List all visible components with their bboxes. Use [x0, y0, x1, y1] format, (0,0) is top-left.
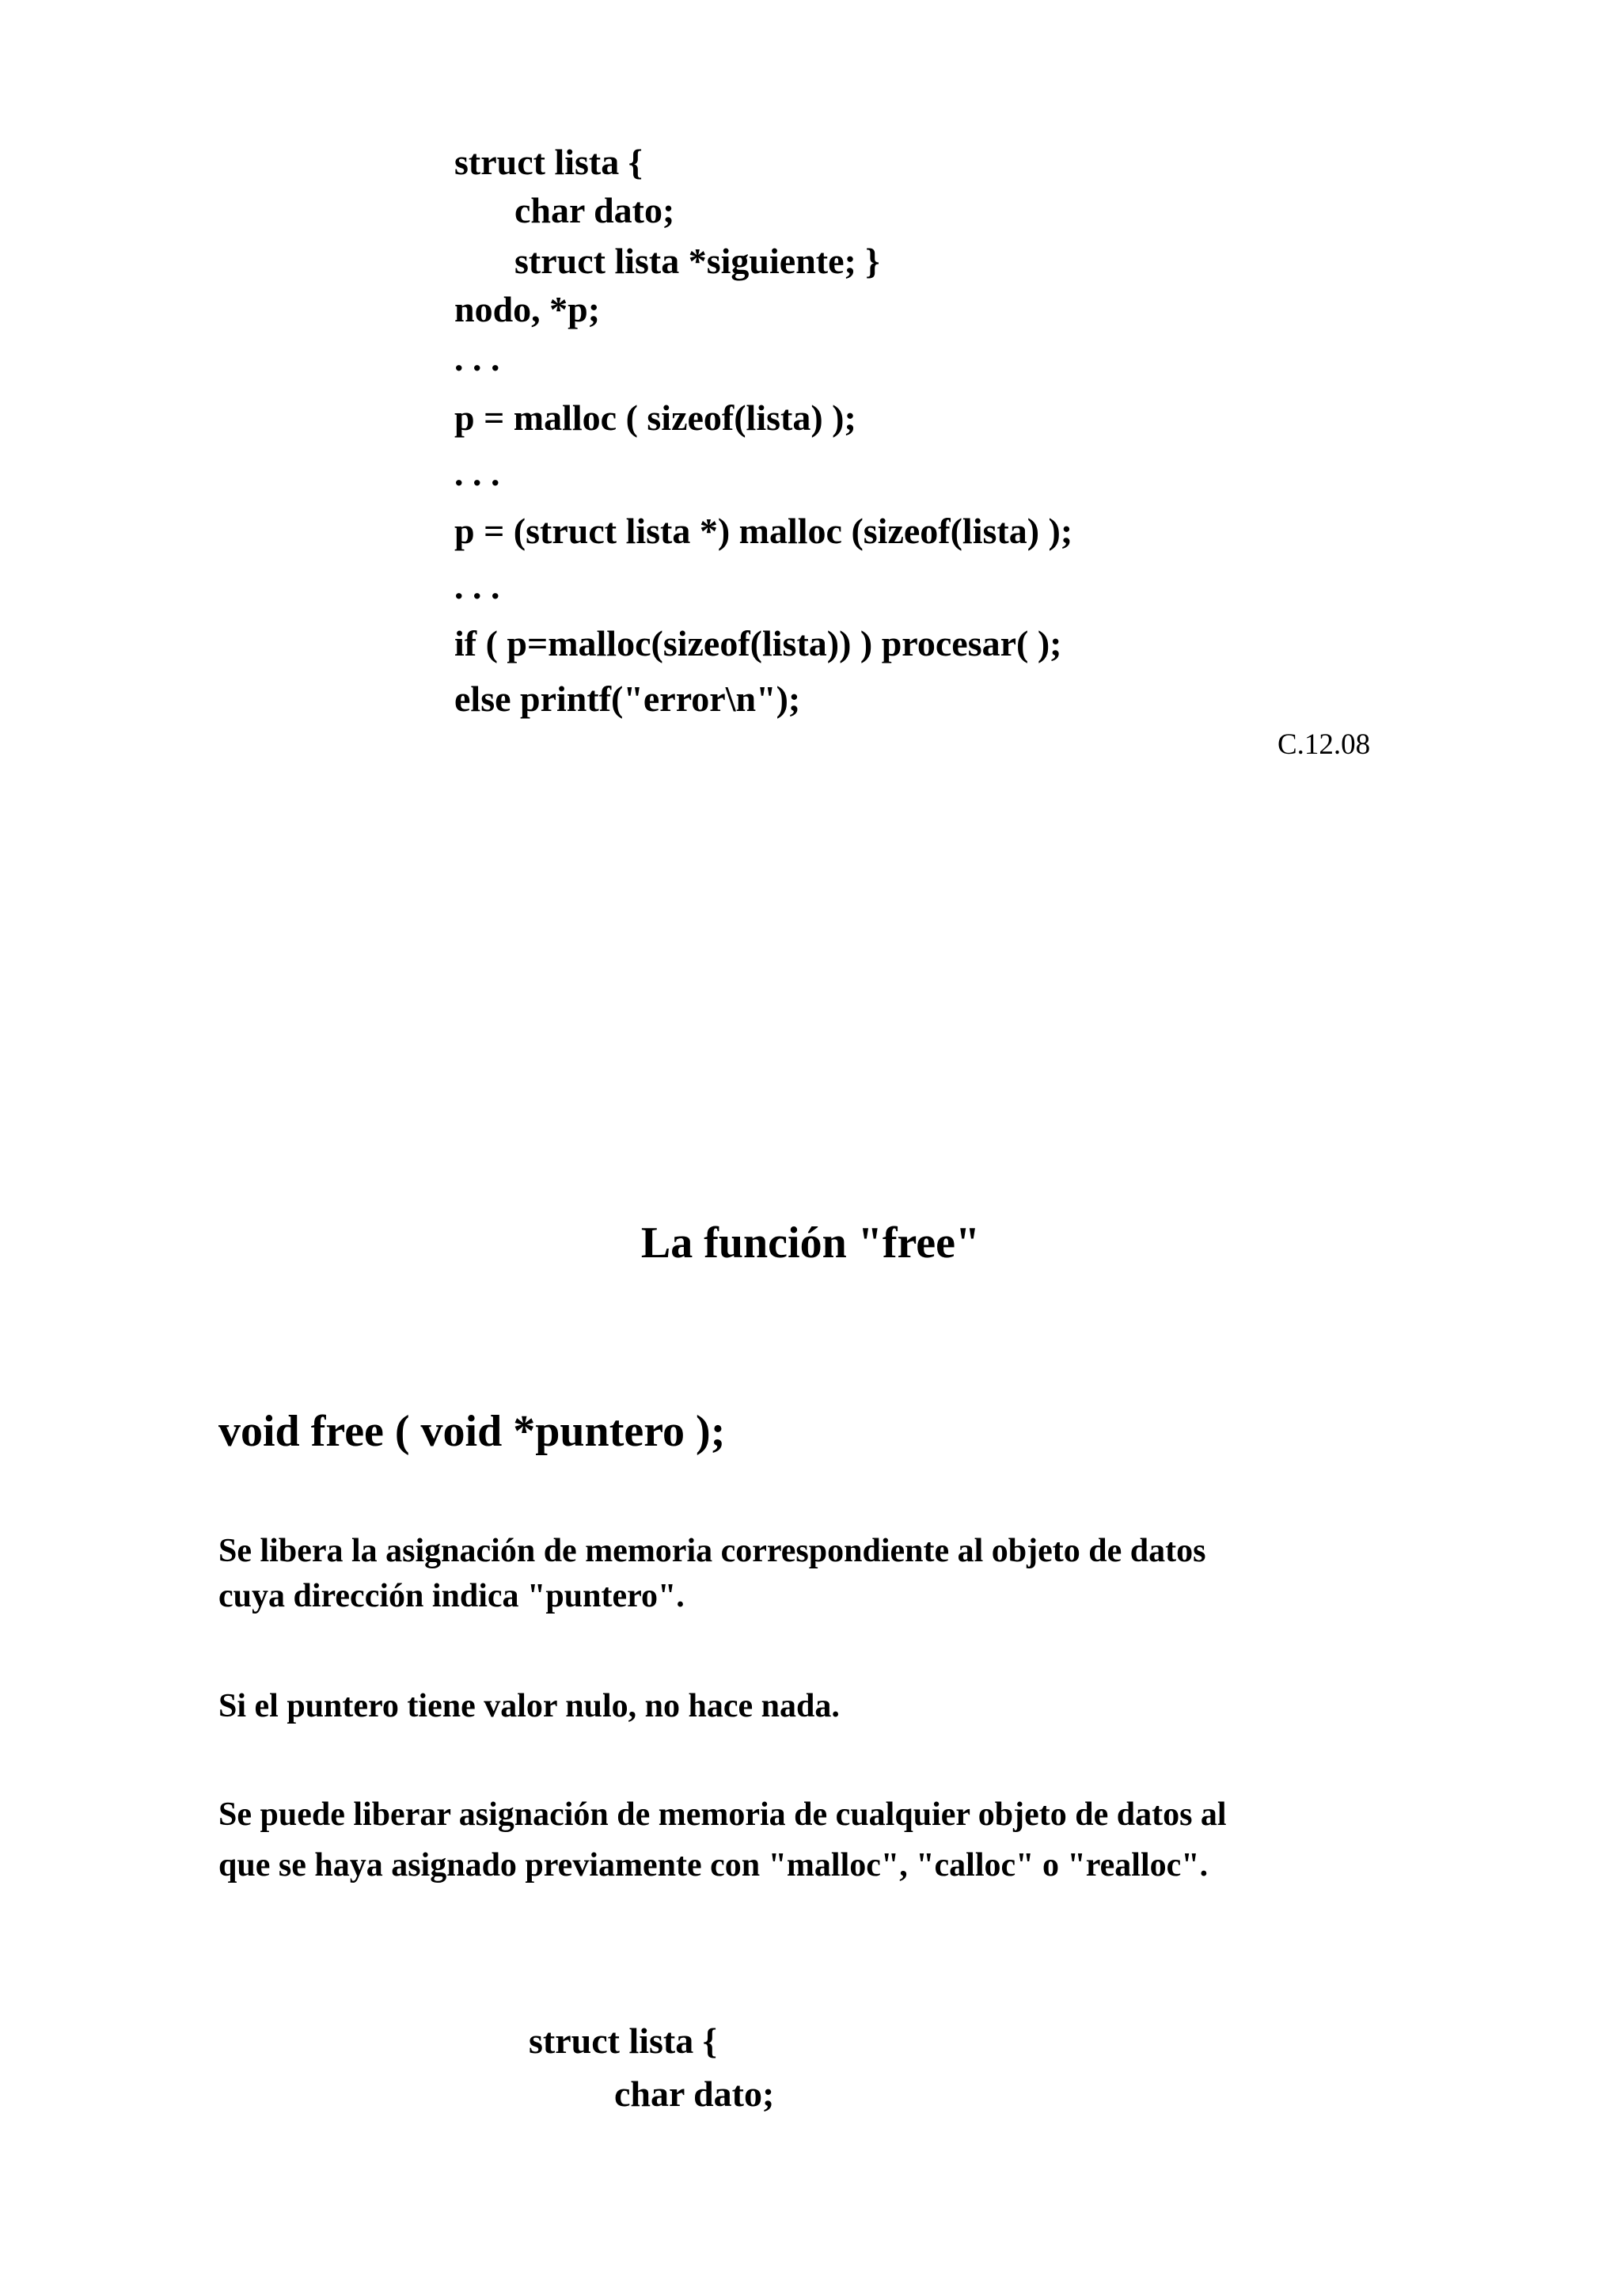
- code-line: struct lista {: [529, 2020, 717, 2061]
- code-line: . . .: [454, 338, 500, 378]
- paragraph-line: Se libera la asignación de memoria correspondiente al objeto de datos: [218, 1533, 1206, 1569]
- code-line: . . .: [454, 566, 500, 606]
- code-line: char dato;: [514, 190, 675, 230]
- code-line: char dato;: [614, 2074, 775, 2114]
- code-line: . . .: [454, 453, 500, 493]
- function-signature: void free ( void *puntero );: [218, 1407, 726, 1456]
- page-reference: C.12.08: [1277, 728, 1371, 761]
- paragraph-line: Se puede liberar asignación de memoria de cualquier objeto de datos al: [218, 1796, 1227, 1833]
- section-title: La función "free": [640, 1218, 981, 1268]
- code-line: struct lista {: [454, 142, 643, 182]
- paragraph-line: cuya dirección indica "puntero".: [218, 1578, 685, 1614]
- paragraph-line: Si el puntero tiene valor nulo, no hace nada.: [218, 1688, 840, 1724]
- code-line: p = malloc ( sizeof(lista) );: [454, 397, 856, 438]
- code-line: else printf("error\n");: [454, 679, 801, 719]
- code-line: p = (struct lista *) malloc (sizeof(lista) );: [454, 511, 1073, 551]
- code-line: nodo, *p;: [454, 289, 601, 329]
- code-line: struct lista *siguiente; }: [514, 241, 880, 281]
- paragraph-line: que se haya asignado previamente con "malloc", "calloc" o "realloc".: [218, 1847, 1209, 1884]
- code-line: if ( p=malloc(sizeof(lista)) ) procesar( );: [454, 623, 1062, 663]
